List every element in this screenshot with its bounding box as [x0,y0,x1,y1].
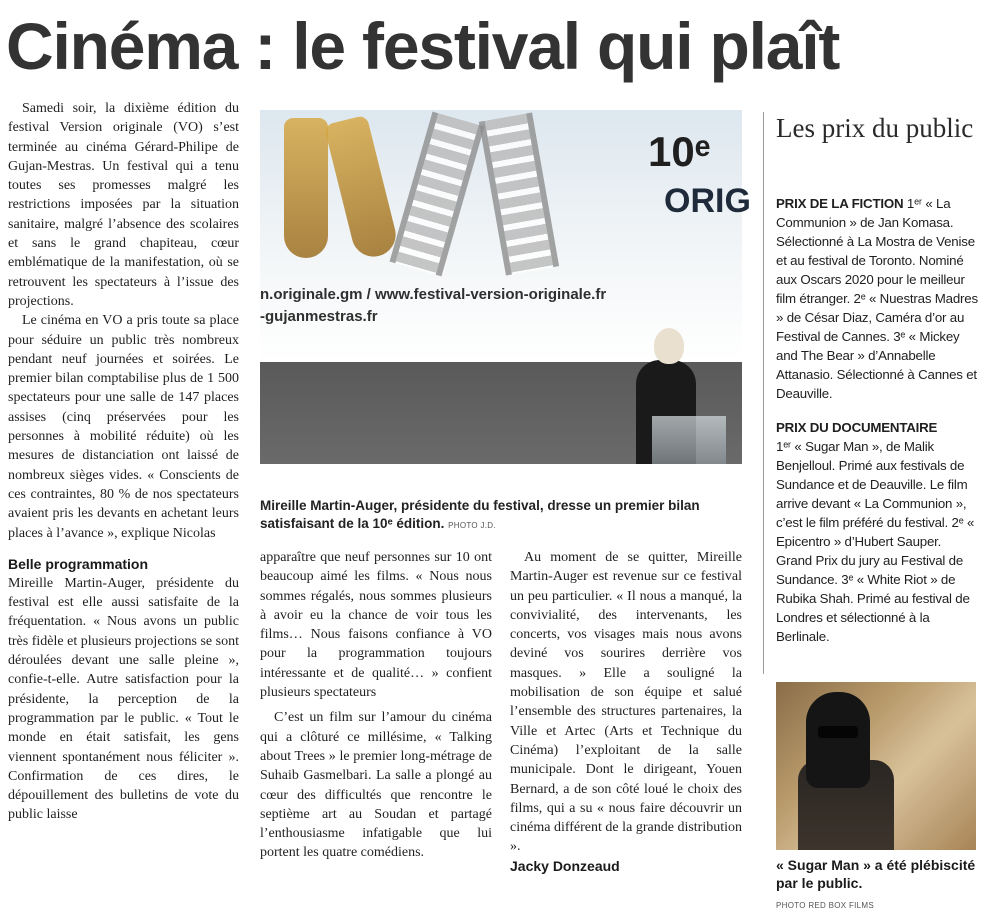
article-paragraph: Samedi soir, la dixième édition du festival Version originale (VO) s’est terminée au cinéma Gérard-Philipe de Gujan-Mestras. Un festival qui a tenu toutes ses promesses malgré les restrictions imposées par la situation sanitaire, malgré l’absence des scolaires et sans le grand chapiteau, cœur emblématique de la manifestation, où se retrouvent les spectateurs à l’issue des projections. [8,101,239,309]
screen-url: -gujanmestras.fr [260,308,378,325]
article-paragraph: Mireille Martin-Auger, présidente du festival est elle aussi satisfaite de la fréquentation. « Nous avons un public très fidèle et plusieurs projections se sont déroulées devant une salle pleine », confie-t-elle. Autre satisfaction pour la présidente, la perception de la programmation par le public. « Tout le monde en était satisfait, les gens viennent spontanément nous féliciter ». Confirmation de ces dires, le dépouillement des bulletins de vote du public laisse [8,575,239,823]
fiction-award-block [776,194,979,403]
photo-figure-hair [806,692,870,788]
screen-edition-number: 10ᵉ [648,128,711,175]
fiction-award-label: PRIX DE LA FICTION [776,196,904,211]
documentary-award-text: 1ᵉʳ « Sugar Man », de Malik Benjelloul. Primé aux festivals de Sundance et de Deauville. Le film arrive devant « La Communion », c’est le film préféré du festival. 2ᵉ « Epicentro » d’Hubert Sauper. Grand Prix du jury au Festival de Sundance. 3ᵉ « White Riot » de Rubika Shah. Primé au festival de Londres et sélectionné à la Berlinale. [776,439,975,644]
sidebar-title: Les prix du public [776,113,974,143]
photo-caption [260,497,742,535]
article-paragraph: Le cinéma en VO a pris toute sa place pour séduire un public très nombreux pendant neuf journées et soirées. Le premier bilan comptabilise plus de 1 500 spectateurs pour une salle de 147 places assises (cinq préservées pour les personnes à mobilité réduite) où les mesures de distanciation ont laissé de nombreux sièges vides. « Conscients de ces contraintes, 80 % de nos spectateurs avaient pris les devants en achetant leurs places à l’avance », explique Nicolas [8,313,239,541]
section-subhead: Belle programmation [8,555,149,572]
film-strip-graphic [390,112,485,277]
documentary-award-block [776,418,979,646]
article-paragraph: C’est un film sur l’amour du cinéma qui a clôturé ce millésime, « Talking about Trees » le premier long-métrage de Suhaib Gasmelbari. La salle a plongé au cœur des difficultés que rencontre le septième art au Soudan et partagé l’enthousiasme infatigable que lui portent les quatre comédiens. [260,710,492,861]
photo-caption-text: Mireille Martin-Auger, présidente du festival, dresse un premier bilan satisfaisant de la 10ᵉ édition. [260,498,700,531]
film-strip-graphic [479,112,559,275]
festival-photo [260,110,751,464]
article-column-1 [8,99,239,917]
screen-festival-name: ORIG [664,182,751,220]
sidebar-awards [776,194,979,661]
sidebar-photo-credit: PHOTO RED BOX FILMS [776,901,875,910]
article-paragraph: apparaître que neuf personnes sur 10 ont beaucoup aimé les films. « Nous nous sommes régalés, nous sommes plusieurs à avoir eu la chance de voir tous les films… Nous faisons confiance à VO pour la programmation toujours intéressante et de qualité… » confient plusieurs spectateurs [260,550,492,701]
cinema-screen [260,110,751,362]
sidebar-divider [763,112,764,674]
photo-figure-glasses [818,726,858,738]
fiction-award-text: 1ᵉʳ « La Communion » de Jan Komasa. Sélectionné à La Mostra de Venise et au festival de Toronto. Nominé aux Oscars 2020 pour le meilleur film étranger. 2ᵉ « Nuestras Madres » de César Diaz, Caméra d’or au Festival de Cannes. 3ᵉ « Mickey and The Bear » d’Annabelle Attanasio. Sélectionné à Cannes et Deauville. [776,196,978,401]
sugar-man-photo [776,682,976,850]
photo-credit: PHOTO J.D. [448,521,496,530]
festival-logo-shape [324,115,401,261]
author-signature: Jacky Donzeaud [510,857,620,874]
podium [652,416,726,464]
documentary-award-label: PRIX DU DOCUMENTAIRE [776,420,938,435]
article-column-2 [260,548,492,914]
sidebar-photo-caption: « Sugar Man » a été plébiscité par le public. [776,857,976,891]
festival-logo-shape [284,118,328,258]
article-column-3 [510,548,742,916]
headline: Cinéma : le festival qui plaît [6,9,840,83]
speaker-head [654,328,684,364]
screen-url: n.originale.gm / www.festival-version-originale.fr [260,286,607,303]
article-paragraph: Au moment de se quitter, Mireille Martin-Auger est revenue sur ce festival un peu particulier. « Il nous a manqué, la convivialité, des intervenants, les concerts, vos visages mais nous avons deviné vos sourires derrière vos masques. » Elle a souligné la mobilisation de son équipe et salué l’ensemble des structures partenaires, la Ville et Artec (Arts et Technique du Cinéma) l’exploitant de la salle municipale. Dont le dirigeant, Youen Bernard, a de son côté loué le choix des films, qui a su « nous faire découvrir un cinéma différent de la grande distribution ». [510,550,742,855]
